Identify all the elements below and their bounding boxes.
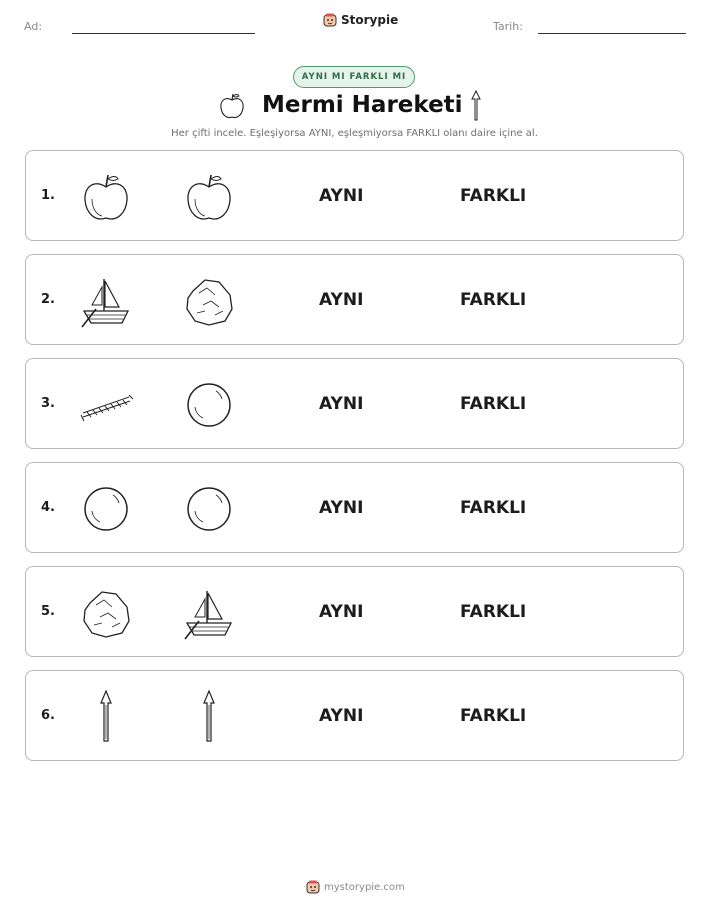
rock-icon (181, 273, 237, 329)
worksheet-type-badge: AYNI MI FARKLI MI (293, 66, 415, 88)
different-option[interactable]: FARKLI (460, 602, 527, 622)
question-row-2 (25, 254, 684, 345)
same-option[interactable]: AYNI (319, 290, 364, 310)
different-option[interactable]: FARKLI (460, 706, 527, 726)
boat-icon (78, 273, 134, 329)
different-option[interactable]: FARKLI (460, 394, 527, 414)
apple-icon (78, 169, 134, 225)
same-option[interactable]: AYNI (319, 186, 364, 206)
question-row-4 (25, 462, 684, 553)
arrow-icon (470, 90, 482, 122)
same-option[interactable]: AYNI (319, 706, 364, 726)
boat-icon (181, 585, 237, 641)
date-label: Tarih: (493, 20, 523, 33)
name-field[interactable] (72, 33, 255, 34)
footer-url[interactable]: mystorypie.com (324, 881, 405, 893)
date-field[interactable] (538, 33, 686, 34)
brand (323, 13, 398, 27)
ball-icon (181, 481, 237, 537)
ball-icon (78, 481, 134, 537)
different-option[interactable]: FARKLI (460, 498, 527, 518)
different-option[interactable]: FARKLI (460, 186, 527, 206)
name-label: Ad: (24, 20, 43, 33)
apple-icon (219, 92, 245, 120)
instructions: Her çifti incele. Eşleşiyorsa AYNI, eşleşmiyorsa FARKLI olanı daire içine al. (171, 128, 538, 139)
question-row-6 (25, 670, 684, 761)
question-number: 2. (41, 292, 55, 307)
question-number: 5. (41, 604, 55, 619)
page-title: Mermi Hareketi (262, 92, 463, 118)
storypie-logo-icon (306, 880, 320, 894)
question-number: 4. (41, 500, 55, 515)
question-number: 1. (41, 188, 55, 203)
same-option[interactable]: AYNI (319, 602, 364, 622)
brand-name: Storypie (341, 13, 399, 27)
question-number: 3. (41, 396, 55, 411)
arrow-icon (181, 689, 237, 745)
arrow-icon (78, 689, 134, 745)
title-row (0, 90, 709, 126)
question-row-1 (25, 150, 684, 241)
same-option[interactable]: AYNI (319, 394, 364, 414)
rock-icon (78, 585, 134, 641)
different-option[interactable]: FARKLI (460, 290, 527, 310)
apple-icon (181, 169, 237, 225)
question-number: 6. (41, 708, 55, 723)
question-row-5 (25, 566, 684, 657)
storypie-logo-icon (323, 13, 337, 27)
same-option[interactable]: AYNI (319, 498, 364, 518)
rope-icon (78, 377, 134, 433)
question-row-3 (25, 358, 684, 449)
footer (306, 880, 405, 894)
ball-icon (181, 377, 237, 433)
